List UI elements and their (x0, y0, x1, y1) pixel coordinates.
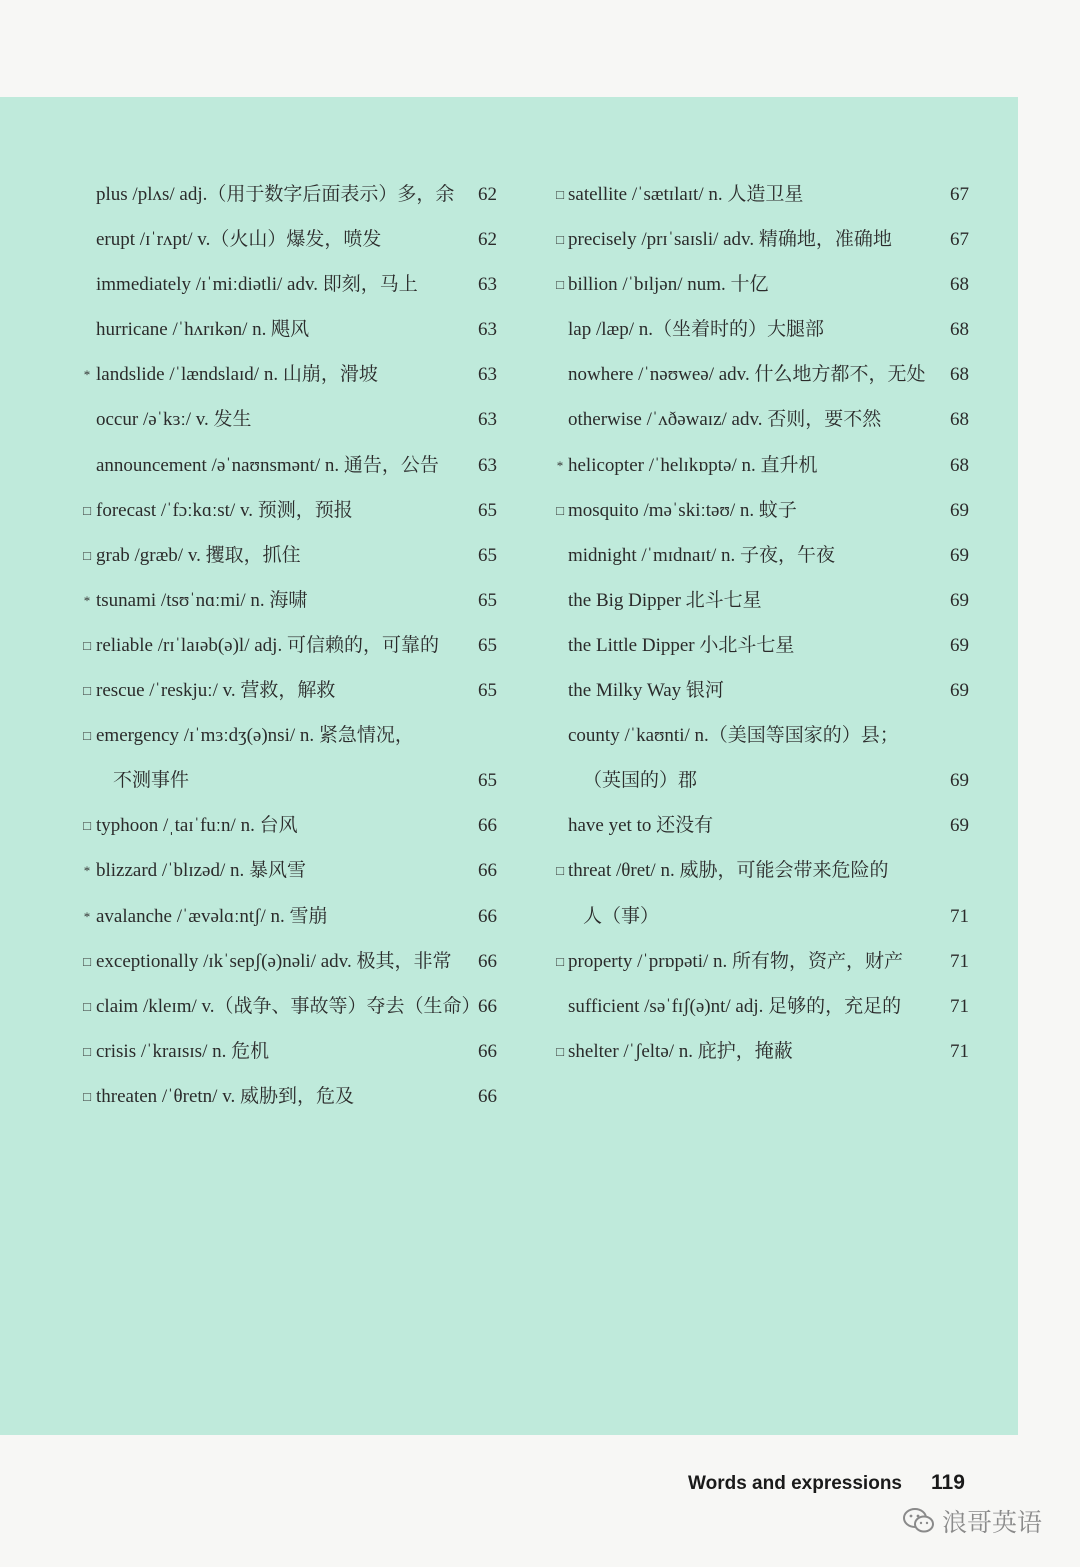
entry-page: 71 (950, 1040, 969, 1062)
glossary-entry (0, 848, 520, 893)
entry-text: the Milky Way 银河 (568, 680, 724, 702)
glossary-entry (0, 803, 520, 848)
glossary-entry (540, 984, 980, 1029)
entry-marker: □ (83, 818, 91, 834)
entry-page: 69 (950, 634, 969, 656)
glossary-entry (0, 578, 520, 623)
entry-text: mosquito /məˈskiːtəʊ/ n. 蚊子 (568, 499, 797, 521)
glossary-entry (540, 939, 980, 984)
entry-text: crisis /ˈkraɪsɪs/ n. 危机 (96, 1040, 270, 1062)
entry-page: 63 (478, 364, 497, 386)
entry-page: 65 (478, 589, 497, 611)
entry-page: 71 (950, 995, 969, 1017)
entry-page: 68 (950, 319, 969, 341)
entry-page: 71 (950, 905, 969, 927)
entry-text: landslide /ˈlændslaɪd/ n. 山崩，滑坡 (96, 364, 378, 386)
glossary-entry (540, 1029, 980, 1074)
glossary-entry (540, 307, 980, 352)
entry-text: midnight /ˈmɪdnaɪt/ n. 子夜，午夜 (568, 544, 836, 566)
entry-marker: □ (556, 232, 564, 248)
glossary-entry (0, 713, 520, 758)
entry-text: threat /θret/ n. 威胁，可能会带来危险的 (568, 860, 889, 882)
entry-marker: □ (83, 1043, 91, 1059)
entry-page: 69 (950, 680, 969, 702)
entry-page: 66 (478, 1040, 497, 1062)
glossary-entry (0, 443, 520, 488)
entry-marker: □ (556, 1043, 564, 1059)
entry-text: have yet to 还没有 (568, 815, 714, 837)
glossary-entry (0, 307, 520, 352)
entry-text: plus /plʌs/ adj.（用于数字后面表示）多，余 (96, 184, 455, 205)
glossary-entry (0, 217, 520, 262)
watermark-text: 浪哥英语 (942, 1508, 1043, 1537)
entry-page: 68 (950, 409, 969, 431)
glossary-entry (0, 623, 520, 668)
entry-page: 62 (478, 184, 497, 205)
entry-text: grab /græb/ v. 攫取，抓住 (96, 544, 301, 566)
entry-page: 65 (478, 634, 497, 656)
entry-page: 71 (950, 950, 969, 972)
entry-marker: □ (83, 728, 91, 744)
entry-marker: □ (83, 1088, 91, 1104)
glossary-entry (540, 262, 980, 307)
entry-page: 62 (478, 229, 497, 251)
glossary-entry (0, 352, 520, 397)
glossary-entry (540, 803, 980, 848)
entry-text: hurricane /ˈhʌrɪkən/ n. 飓风 (96, 319, 310, 341)
page-number: 119 (931, 1471, 965, 1494)
glossary-entry (540, 172, 980, 217)
entry-text: immediately /ɪˈmiːdiətli/ adv. 即刻，马上 (96, 274, 418, 296)
glossary-entry (0, 488, 520, 533)
entry-text: nowhere /ˈnəʊweə/ adv. 什么地方都不，无处 (568, 364, 926, 386)
entry-text: billion /ˈbɪljən/ num. 十亿 (568, 274, 769, 296)
glossary-entry (0, 397, 520, 442)
glossary-right-column (540, 172, 980, 1074)
glossary-entry (0, 758, 520, 803)
entry-text: erupt /ɪˈrʌpt/ v.（火山）爆发，喷发 (96, 229, 382, 251)
glossary-entry (540, 848, 980, 893)
entry-marker: □ (556, 502, 564, 518)
entry-page: 63 (478, 454, 497, 476)
glossary-entry (540, 713, 980, 758)
entry-page: 68 (950, 454, 969, 476)
entry-marker: □ (556, 187, 564, 202)
entry-page: 65 (478, 544, 497, 566)
entry-text: rescue /ˈreskjuː/ v. 营救，解救 (96, 680, 336, 702)
entry-page: 69 (950, 770, 969, 792)
entry-page: 66 (478, 950, 497, 972)
entry-marker: * (83, 592, 91, 608)
glossary-entry (540, 668, 980, 713)
glossary-entry (540, 488, 980, 533)
entry-page: 66 (478, 1085, 497, 1107)
entry-marker: □ (83, 998, 91, 1014)
entry-marker: □ (556, 863, 564, 879)
entry-text: tsunami /tsʊˈnɑːmi/ n. 海啸 (96, 589, 308, 611)
entry-page: 63 (478, 319, 497, 341)
entry-page: 69 (950, 499, 969, 521)
entry-text: satellite /ˈsætɪlaɪt/ n. 人造卫星 (568, 184, 804, 205)
glossary-entry (540, 758, 980, 803)
entry-page: 63 (478, 409, 497, 431)
entry-text: otherwise /ˈʌðəwaɪz/ adv. 否则，要不然 (568, 409, 882, 431)
entry-marker: □ (83, 953, 91, 969)
entry-page: 69 (950, 815, 969, 837)
entry-text: reliable /rɪˈlaɪəb(ə)l/ adj. 可信赖的，可靠的 (96, 634, 439, 656)
entry-marker: □ (83, 683, 91, 699)
entry-marker: * (556, 457, 564, 473)
entry-text: the Big Dipper 北斗七星 (568, 589, 762, 611)
entry-text: helicopter /ˈhelɪkɒptə/ n. 直升机 (568, 454, 818, 476)
glossary-entry (0, 262, 520, 307)
entry-marker: * (83, 863, 91, 879)
entry-page: 66 (478, 860, 497, 882)
entry-page: 68 (950, 274, 969, 296)
entry-text: 不测事件 (113, 770, 190, 792)
watermark (902, 1503, 1042, 1539)
entry-page: 66 (478, 905, 497, 927)
wechat-icon (902, 1507, 936, 1535)
entry-text: property /ˈprɒpəti/ n. 所有物，资产，财产 (568, 950, 904, 972)
entry-text: （英国的）郡 (583, 770, 698, 792)
entry-text: county /ˈkaʊnti/ n.（美国等国家的）县； (568, 725, 899, 747)
entry-text: 人（事） (583, 905, 660, 927)
entry-marker: □ (83, 502, 91, 518)
entry-text: precisely /prɪˈsaɪsli/ adv. 精确地，准确地 (568, 229, 892, 251)
entry-text: claim /kleɪm/ v.（战争、事故等）夺去（生命） (96, 995, 481, 1017)
entry-marker: □ (556, 953, 564, 969)
entry-page: 68 (950, 364, 969, 386)
entry-marker: □ (556, 277, 564, 293)
entry-page: 69 (950, 589, 969, 611)
glossary-entry (0, 172, 520, 217)
entry-text: sufficient /səˈfɪʃ(ə)nt/ adj. 足够的，充足的 (568, 995, 902, 1017)
entry-text: occur /əˈkɜː/ v. 发生 (96, 409, 252, 431)
entry-page: 63 (478, 274, 497, 296)
entry-marker: * (83, 367, 91, 383)
entry-marker: □ (83, 637, 91, 653)
section-title: Words and expressions (688, 1473, 902, 1494)
entry-text: forecast /ˈfɔːkɑːst/ v. 预测，预报 (96, 499, 353, 521)
entry-text: lap /læp/ n.（坐着时的）大腿部 (568, 319, 824, 341)
entry-page: 67 (950, 229, 969, 251)
glossary-entry (0, 984, 520, 1029)
glossary-entry (540, 443, 980, 488)
glossary-entry (0, 533, 520, 578)
glossary-entry (0, 894, 520, 939)
entry-text: shelter /ˈʃeltə/ n. 庇护，掩蔽 (568, 1040, 793, 1062)
entry-page: 65 (478, 770, 497, 792)
entry-marker: * (83, 908, 91, 924)
glossary-entry (540, 397, 980, 442)
glossary-entry (0, 1029, 520, 1074)
entry-text: announcement /əˈnaʊnsmənt/ n. 通告，公告 (96, 454, 439, 476)
glossary-entry (540, 352, 980, 397)
entry-text: typhoon /ˌtaɪˈfuːn/ n. 台风 (96, 815, 298, 837)
entry-text: avalanche /ˈævəlɑːntʃ/ n. 雪崩 (96, 905, 328, 927)
entry-page: 67 (950, 184, 969, 205)
glossary-left-column (0, 172, 520, 1119)
glossary-entry (0, 1074, 520, 1119)
entry-text: threaten /ˈθretn/ v. 威胁到，危及 (96, 1085, 354, 1107)
entry-marker: □ (83, 547, 91, 563)
entry-page: 66 (478, 995, 497, 1017)
glossary-entry (0, 939, 520, 984)
glossary-entry (540, 623, 980, 668)
glossary-entry (540, 894, 980, 939)
entry-text: emergency /ɪˈmɜːdʒ(ə)nsi/ n. 紧急情况， (96, 725, 414, 747)
entry-text: blizzard /ˈblɪzəd/ n. 暴风雪 (96, 860, 306, 882)
glossary-entry (540, 578, 980, 623)
glossary-entry (540, 217, 980, 262)
entry-page: 69 (950, 544, 969, 566)
glossary-entry (540, 533, 980, 578)
entry-page: 65 (478, 680, 497, 702)
entry-page: 65 (478, 499, 497, 521)
entry-text: the Little Dipper 小北斗七星 (568, 634, 795, 656)
entry-text: exceptionally /ɪkˈsepʃ(ə)nəli/ adv. 极其，非常 (96, 950, 452, 972)
glossary-entry (0, 668, 520, 713)
entry-page: 66 (478, 815, 497, 837)
